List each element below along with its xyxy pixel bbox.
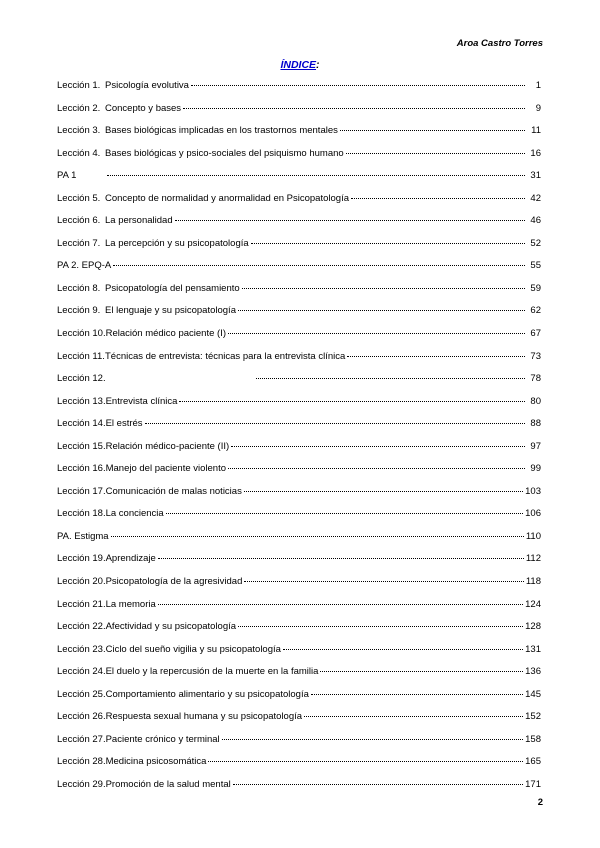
toc-entry-page: 16 <box>530 147 541 159</box>
toc-dot-leader <box>238 309 525 311</box>
toc-dot-leader <box>113 264 525 266</box>
toc-entry-number: Lección 17. <box>57 485 106 497</box>
toc-dot-leader <box>179 400 525 402</box>
toc-entry-label <box>57 418 143 429</box>
toc-entry[interactable] <box>57 193 541 216</box>
toc-dot-leader <box>311 693 523 695</box>
toc-entry-number: Lección 25. <box>57 688 106 700</box>
toc-entry[interactable] <box>57 644 541 667</box>
toc-entry-label <box>57 441 229 452</box>
toc-entry-label <box>57 396 177 407</box>
toc-entry-label <box>57 103 181 114</box>
toc-entry-title: Ciclo del sueño vigilia y su psicopatología <box>105 643 281 655</box>
toc-entry-title: Comportamiento alimentario y su psicopatología <box>105 688 309 700</box>
toc-entry-number: Lección 14. <box>57 418 106 430</box>
toc-entry-label <box>57 621 236 632</box>
toc-entry[interactable] <box>57 328 541 351</box>
toc-entry-page: 128 <box>525 621 541 633</box>
toc-entry-title: Respuesta sexual humana y su psicopatología <box>105 711 303 723</box>
toc-dot-leader <box>347 355 525 357</box>
toc-dot-leader <box>107 174 525 176</box>
toc-entry-page: 124 <box>525 598 541 610</box>
toc-entry[interactable] <box>57 103 541 126</box>
toc-entry-number: Lección 26. <box>57 711 106 723</box>
toc-entry-title: La percepción y su psicopatología <box>105 237 249 249</box>
toc-entry[interactable] <box>57 711 541 734</box>
toc-entry-label <box>57 666 318 677</box>
toc-entry-title: Paciente crónico y terminal <box>105 733 220 745</box>
toc-entry[interactable] <box>57 756 541 779</box>
toc-entry-label <box>57 779 231 790</box>
toc-entry-number: Lección 29. <box>57 778 106 790</box>
toc-entry[interactable] <box>57 305 541 328</box>
toc-entry-label <box>57 170 105 181</box>
toc-entry-title: Psicopatología de la agresividad <box>105 576 243 588</box>
toc-entry-page: 106 <box>525 508 541 520</box>
toc-entry-page: 59 <box>530 282 541 294</box>
toc-entry-number: Lección 3. <box>57 125 101 137</box>
toc-dot-leader <box>238 625 523 627</box>
toc-entry-number: Lección 7. <box>57 237 101 249</box>
toc-dot-leader <box>304 715 523 717</box>
toc-entry-label <box>57 756 206 767</box>
index-title <box>0 59 600 71</box>
toc-entry-label <box>57 599 156 610</box>
toc-dot-leader <box>208 760 523 762</box>
toc-entry-number: Lección 18. <box>57 508 106 520</box>
toc-entry-label <box>57 193 349 204</box>
toc-entry-page: 67 <box>530 328 541 340</box>
toc-dot-leader <box>242 287 525 289</box>
toc-dot-leader <box>228 467 525 469</box>
toc-entry-page: 80 <box>530 395 541 407</box>
toc-entry-page: 112 <box>525 553 541 565</box>
toc-entry[interactable] <box>57 621 541 644</box>
toc-entry-page: 145 <box>525 688 541 700</box>
toc-entry-title: Promoción de la salud mental <box>105 778 231 790</box>
document-author: Aroa Castro Torres <box>456 38 543 49</box>
toc-entry-page: 9 <box>535 102 541 114</box>
toc-entry-label <box>57 463 226 474</box>
toc-entry-label <box>57 689 309 700</box>
toc-entry-page: 103 <box>525 485 541 497</box>
toc-entry-label <box>57 553 156 564</box>
toc-entry-number: Lección 8. <box>57 282 101 294</box>
toc-entry-label <box>57 283 240 294</box>
toc-entry[interactable] <box>57 531 541 554</box>
toc-entry[interactable] <box>57 215 541 238</box>
toc-entry-number: Lección 6. <box>57 215 101 227</box>
toc-entry-title: Relación médico paciente (I) <box>105 328 226 340</box>
toc-entry-number: PA 1 <box>57 170 77 182</box>
toc-entry-title: Relación médico-paciente (II) <box>105 440 230 452</box>
toc-entry-number: Lección 16. <box>57 463 106 475</box>
toc-entry[interactable] <box>57 396 541 419</box>
toc-entry-number: Lección 15. <box>57 440 106 452</box>
toc-entry[interactable] <box>57 373 541 396</box>
toc-entry-label <box>57 531 109 542</box>
toc-dot-leader <box>183 107 525 109</box>
toc-entry-title: Psicología evolutiva <box>105 80 189 91</box>
toc-dot-leader <box>222 738 523 740</box>
toc-entry-number: Lección 12. <box>57 373 106 385</box>
toc-dot-leader <box>175 219 525 221</box>
toc-entry-number: Lección 21. <box>57 598 106 610</box>
toc-entry-page: 46 <box>530 215 541 227</box>
toc-entry[interactable] <box>57 125 541 148</box>
toc-dot-leader <box>111 535 524 537</box>
toc-entry-number: Lección 11. <box>57 350 105 362</box>
toc-entry[interactable] <box>57 238 541 261</box>
toc-entry[interactable] <box>57 599 541 622</box>
toc-entry-page: 62 <box>530 305 541 317</box>
toc-entry-number: PA. Estigma <box>57 530 109 542</box>
toc-entry-page: 73 <box>530 350 541 362</box>
toc-entry-number: Lección 1. <box>57 80 101 91</box>
toc-entry-label <box>57 148 344 159</box>
toc-entry-page: 131 <box>525 643 541 655</box>
toc-entry-number: Lección 20. <box>57 576 106 588</box>
toc-entry-page: 31 <box>530 170 541 182</box>
toc-entry[interactable] <box>57 779 541 802</box>
toc-entry[interactable] <box>57 283 541 306</box>
toc-entry-title: Psicopatología del pensamiento <box>105 282 240 294</box>
toc-entry-number: Lección 24. <box>57 666 106 678</box>
toc-dot-leader <box>351 197 525 199</box>
toc-entry[interactable] <box>57 80 541 103</box>
toc-entry-label <box>57 328 226 339</box>
toc-entry-title: Concepto y bases <box>105 102 182 114</box>
toc-entry-title: Aprendizaje <box>105 553 156 565</box>
toc-entry[interactable] <box>57 170 541 193</box>
toc-entry-title: La memoria <box>105 598 156 610</box>
toc-entry-number: Lección 28. <box>57 756 106 768</box>
toc-entry-label <box>57 644 281 655</box>
toc-entry[interactable] <box>57 148 541 171</box>
table-of-contents <box>57 80 541 802</box>
toc-entry-title: Bases biológicas y psico-sociales del psiquismo humano <box>105 147 344 159</box>
toc-entry[interactable] <box>57 689 541 712</box>
toc-dot-leader <box>191 84 525 86</box>
toc-entry-label <box>57 238 249 249</box>
toc-entry-page: 118 <box>525 576 541 588</box>
toc-entry-label <box>57 486 242 497</box>
toc-entry[interactable] <box>57 576 541 599</box>
toc-dot-leader <box>158 603 523 605</box>
toc-dot-leader <box>244 490 523 492</box>
page-number: 2 <box>537 797 543 808</box>
toc-entry-title: Concepto de normalidad y anormalidad en Psicopatología <box>105 192 349 204</box>
toc-entry-number: Lección 10. <box>57 328 106 340</box>
toc-entry[interactable] <box>57 441 541 464</box>
toc-entry-label <box>57 351 345 362</box>
toc-entry-title: Manejo del paciente violento <box>105 463 227 475</box>
toc-entry-number: Lección 22. <box>57 621 106 633</box>
toc-dot-leader <box>166 512 523 514</box>
toc-entry-page: 165 <box>525 756 541 768</box>
toc-entry-label <box>57 734 220 745</box>
toc-entry-label <box>57 373 106 384</box>
toc-dot-leader <box>233 783 523 785</box>
toc-entry[interactable] <box>57 486 541 509</box>
toc-entry-page: 88 <box>530 418 541 430</box>
toc-entry-title: Bases biológicas implicadas en los trastornos mentales <box>105 125 338 137</box>
toc-entry-page: 1 <box>535 80 541 91</box>
toc-entry-title: Entrevista clínica <box>105 395 178 407</box>
toc-dot-leader <box>346 152 525 154</box>
toc-dot-leader <box>145 422 525 424</box>
toc-entry-number: Lección 13. <box>57 395 106 407</box>
toc-entry-page: 52 <box>530 237 541 249</box>
toc-entry[interactable] <box>57 351 541 374</box>
toc-entry-page: 97 <box>530 440 541 452</box>
toc-dot-leader <box>320 670 523 672</box>
toc-entry-page: 158 <box>525 733 541 745</box>
toc-dot-leader <box>228 332 525 334</box>
toc-entry-number: PA 2. EPQ-A <box>57 260 112 272</box>
toc-entry-label <box>57 125 338 136</box>
toc-entry[interactable] <box>57 260 541 283</box>
toc-entry-title: La personalidad <box>105 215 173 227</box>
toc-entry-label <box>57 260 111 271</box>
toc-entry-page: 99 <box>530 463 541 475</box>
index-title-colon: : <box>316 59 320 71</box>
toc-entry-page: 171 <box>525 778 541 790</box>
toc-entry[interactable] <box>57 508 541 531</box>
toc-entry-page: 110 <box>525 530 541 542</box>
toc-entry-page: 78 <box>530 373 541 385</box>
toc-entry-label <box>57 508 164 519</box>
toc-entry-number: Lección 27. <box>57 733 106 745</box>
toc-entry-number: Lección 5. <box>57 192 101 204</box>
toc-dot-leader <box>231 445 525 447</box>
toc-dot-leader <box>251 242 525 244</box>
toc-dot-leader <box>283 648 523 650</box>
toc-entry-page: 136 <box>525 666 541 678</box>
toc-dot-leader <box>244 580 523 582</box>
toc-entry-title: El estrés <box>105 418 143 430</box>
toc-entry-number: Lección 19. <box>57 553 106 565</box>
toc-entry-label <box>57 215 173 226</box>
toc-entry-page: 42 <box>530 192 541 204</box>
toc-entry-title: El duelo y la repercusión de la muerte en la familia <box>105 666 319 678</box>
toc-entry[interactable] <box>57 418 541 441</box>
toc-entry-title: Medicina psicosomática <box>105 756 207 768</box>
index-title-link[interactable]: ÍNDICE <box>280 59 317 71</box>
toc-entry[interactable] <box>57 734 541 757</box>
toc-entry-page: 55 <box>530 260 541 272</box>
toc-dot-leader <box>256 377 525 379</box>
toc-dot-leader <box>340 129 525 131</box>
toc-entry-page: 152 <box>525 711 541 723</box>
toc-entry-page: 11 <box>531 125 541 137</box>
toc-entry[interactable] <box>57 666 541 689</box>
toc-entry-title: Comunicación de malas noticias <box>105 485 242 497</box>
toc-entry-number: Lección 23. <box>57 643 106 655</box>
toc-entry-title: La conciencia <box>105 508 164 520</box>
toc-entry[interactable] <box>57 553 541 576</box>
toc-entry-title: Técnicas de entrevista: técnicas para la entrevista clínica <box>105 350 346 362</box>
toc-entry-title: Afectividad y su psicopatología <box>105 621 237 633</box>
toc-entry-label <box>57 576 242 587</box>
toc-entry-number: Lección 4. <box>57 147 101 159</box>
toc-entry-number: Lección 2. <box>57 102 101 114</box>
toc-entry-label <box>57 80 189 91</box>
toc-entry[interactable] <box>57 463 541 486</box>
toc-dot-leader <box>158 557 524 559</box>
toc-entry-title: El lenguaje y su psicopatología <box>105 305 236 317</box>
toc-entry-number: Lección 9. <box>57 305 101 317</box>
toc-entry-label <box>57 305 236 316</box>
toc-entry-label <box>57 711 302 722</box>
